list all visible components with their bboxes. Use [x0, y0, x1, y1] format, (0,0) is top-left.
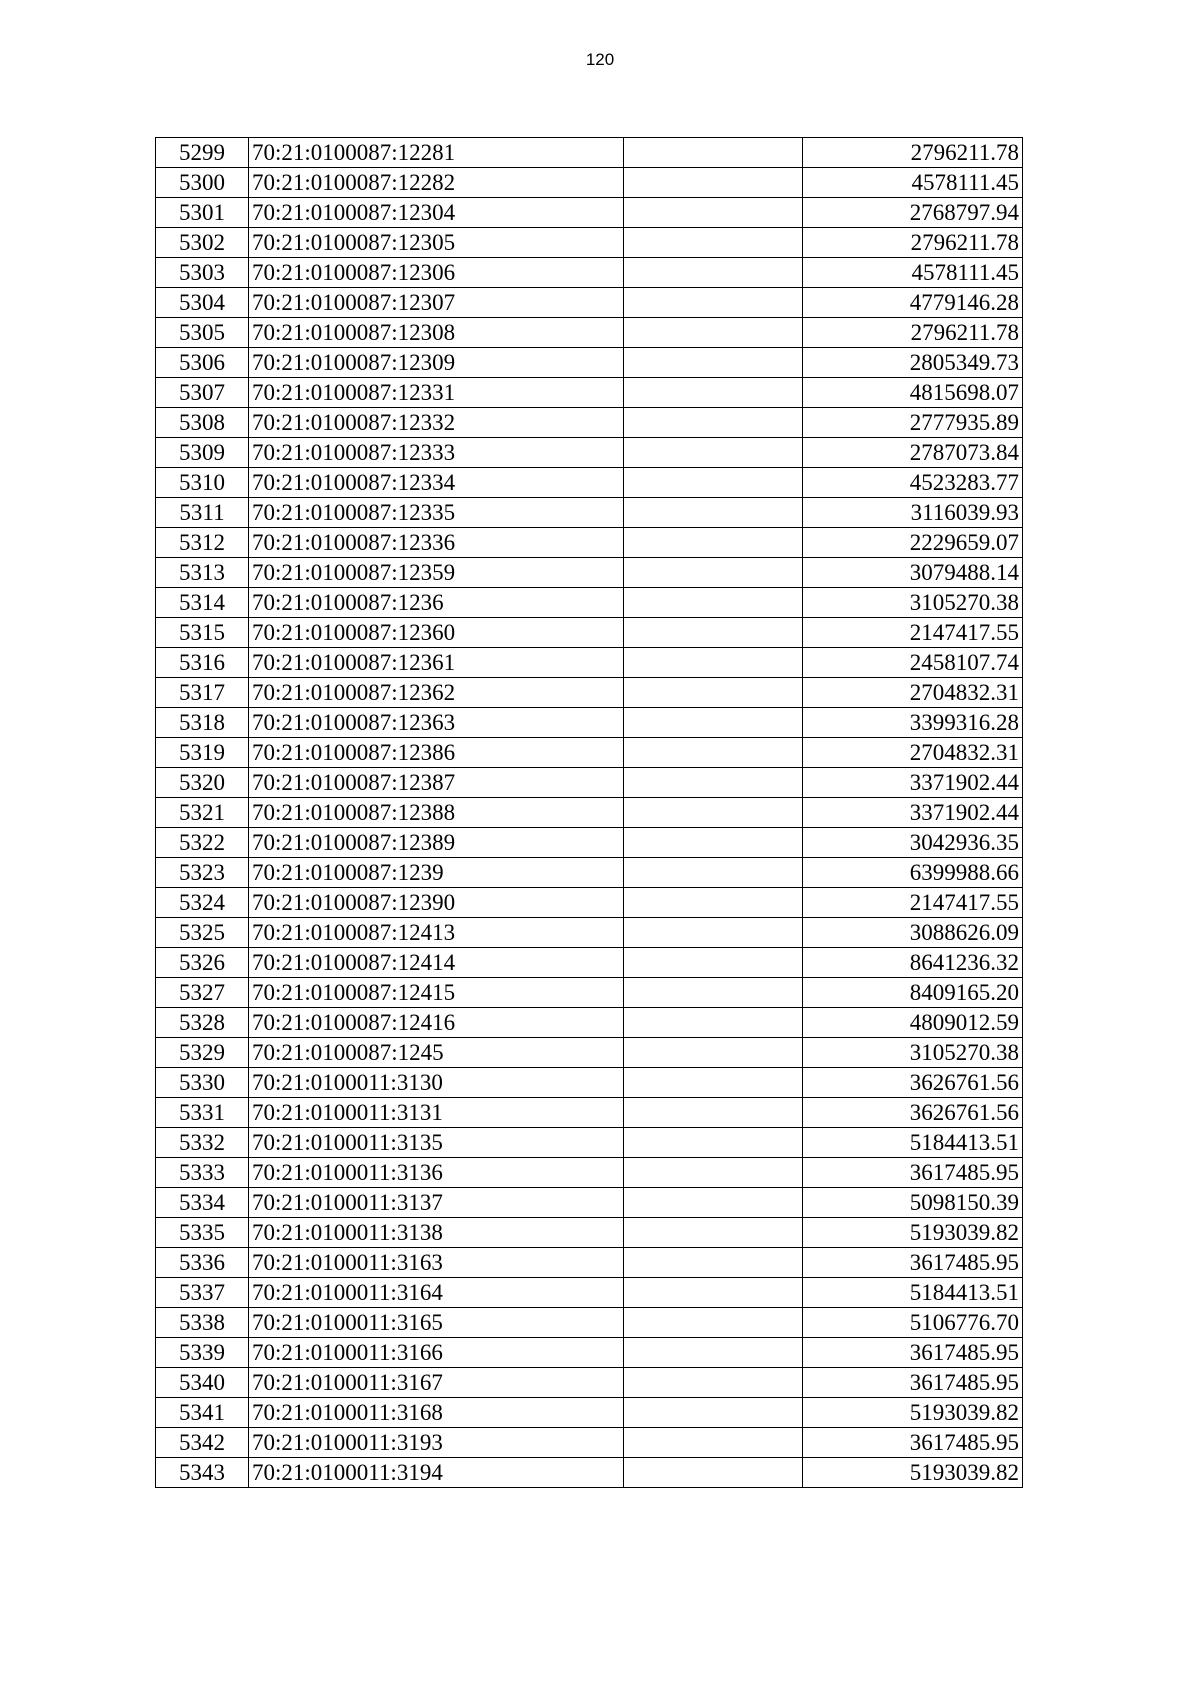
empty-cell	[624, 1308, 803, 1338]
table-row	[156, 498, 1023, 528]
table-row	[156, 888, 1023, 918]
row-number: 5338	[156, 1308, 249, 1338]
row-number: 5308	[156, 408, 249, 438]
empty-cell	[624, 258, 803, 288]
cadastral-value: 3617485.95	[803, 1248, 1023, 1278]
cadastral-number: 70:21:0100087:12304	[249, 198, 624, 228]
cadastral-number: 70:21:0100011:3194	[249, 1458, 624, 1488]
empty-cell	[624, 168, 803, 198]
row-number: 5332	[156, 1128, 249, 1158]
empty-cell	[624, 948, 803, 978]
cadastral-number: 70:21:0100087:12307	[249, 288, 624, 318]
cadastral-number: 70:21:0100087:1245	[249, 1038, 624, 1068]
table-row	[156, 198, 1023, 228]
table-row	[156, 258, 1023, 288]
cadastral-number: 70:21:0100011:3137	[249, 1188, 624, 1218]
cadastral-value: 3079488.14	[803, 558, 1023, 588]
table-row	[156, 468, 1023, 498]
table-row	[156, 438, 1023, 468]
cadastral-number: 70:21:0100087:12333	[249, 438, 624, 468]
cadastral-number: 70:21:0100087:12413	[249, 918, 624, 948]
empty-cell	[624, 588, 803, 618]
cadastral-value-table	[155, 137, 1023, 1488]
row-number: 5312	[156, 528, 249, 558]
row-number: 5343	[156, 1458, 249, 1488]
table-row	[156, 588, 1023, 618]
cadastral-number: 70:21:0100011:3167	[249, 1368, 624, 1398]
cadastral-number: 70:21:0100087:12359	[249, 558, 624, 588]
row-number: 5341	[156, 1398, 249, 1428]
cadastral-value: 3626761.56	[803, 1068, 1023, 1098]
cadastral-number: 70:21:0100087:12414	[249, 948, 624, 978]
cadastral-value: 2229659.07	[803, 528, 1023, 558]
row-number: 5315	[156, 618, 249, 648]
empty-cell	[624, 138, 803, 168]
row-number: 5339	[156, 1338, 249, 1368]
table-row	[156, 618, 1023, 648]
table-body	[156, 138, 1023, 1488]
cadastral-value: 3116039.93	[803, 498, 1023, 528]
cadastral-number: 70:21:0100011:3130	[249, 1068, 624, 1098]
row-number: 5303	[156, 258, 249, 288]
page-number: 120	[585, 50, 615, 69]
cadastral-value: 2147417.55	[803, 888, 1023, 918]
cadastral-value: 4523283.77	[803, 468, 1023, 498]
row-number: 5329	[156, 1038, 249, 1068]
empty-cell	[624, 1428, 803, 1458]
table-row	[156, 1338, 1023, 1368]
row-number: 5333	[156, 1158, 249, 1188]
cadastral-value: 2796211.78	[803, 228, 1023, 258]
cadastral-value: 5098150.39	[803, 1188, 1023, 1218]
table-row	[156, 528, 1023, 558]
table-row	[156, 738, 1023, 768]
cadastral-number: 70:21:0100087:12309	[249, 348, 624, 378]
cadastral-value: 2458107.74	[803, 648, 1023, 678]
cadastral-number: 70:21:0100011:3136	[249, 1158, 624, 1188]
cadastral-number: 70:21:0100087:12361	[249, 648, 624, 678]
cadastral-value: 3042936.35	[803, 828, 1023, 858]
cadastral-value: 3617485.95	[803, 1338, 1023, 1368]
row-number: 5320	[156, 768, 249, 798]
cadastral-number: 70:21:0100087:12332	[249, 408, 624, 438]
cadastral-value: 3371902.44	[803, 768, 1023, 798]
cadastral-number: 70:21:0100087:12331	[249, 378, 624, 408]
table-row	[156, 348, 1023, 378]
table-row	[156, 858, 1023, 888]
cadastral-number: 70:21:0100011:3168	[249, 1398, 624, 1428]
row-number: 5325	[156, 918, 249, 948]
table-row	[156, 1188, 1023, 1218]
row-number: 5316	[156, 648, 249, 678]
empty-cell	[624, 1038, 803, 1068]
table-row	[156, 678, 1023, 708]
row-number: 5323	[156, 858, 249, 888]
empty-cell	[624, 1218, 803, 1248]
row-number: 5340	[156, 1368, 249, 1398]
row-number: 5301	[156, 198, 249, 228]
empty-cell	[624, 558, 803, 588]
empty-cell	[624, 468, 803, 498]
cadastral-value: 5193039.82	[803, 1218, 1023, 1248]
cadastral-number: 70:21:0100087:12390	[249, 888, 624, 918]
empty-cell	[624, 1008, 803, 1038]
row-number: 5317	[156, 678, 249, 708]
empty-cell	[624, 738, 803, 768]
cadastral-number: 70:21:0100087:12386	[249, 738, 624, 768]
empty-cell	[624, 708, 803, 738]
table-row	[156, 228, 1023, 258]
cadastral-number: 70:21:0100087:12362	[249, 678, 624, 708]
cadastral-number: 70:21:0100087:12282	[249, 168, 624, 198]
table-row	[156, 168, 1023, 198]
row-number: 5311	[156, 498, 249, 528]
cadastral-number: 70:21:0100087:12308	[249, 318, 624, 348]
cadastral-value: 3105270.38	[803, 588, 1023, 618]
empty-cell	[624, 1098, 803, 1128]
table-row	[156, 708, 1023, 738]
cadastral-number: 70:21:0100087:12281	[249, 138, 624, 168]
row-number: 5318	[156, 708, 249, 738]
cadastral-number: 70:21:0100011:3131	[249, 1098, 624, 1128]
empty-cell	[624, 1398, 803, 1428]
cadastral-value: 4809012.59	[803, 1008, 1023, 1038]
empty-cell	[624, 888, 803, 918]
cadastral-value: 3399316.28	[803, 708, 1023, 738]
cadastral-number: 70:21:0100087:12389	[249, 828, 624, 858]
cadastral-value: 4815698.07	[803, 378, 1023, 408]
cadastral-value: 5184413.51	[803, 1278, 1023, 1308]
empty-cell	[624, 378, 803, 408]
table-row	[156, 768, 1023, 798]
table-row	[156, 1248, 1023, 1278]
table-row	[156, 1458, 1023, 1488]
table-row	[156, 648, 1023, 678]
row-number: 5306	[156, 348, 249, 378]
cadastral-value: 2768797.94	[803, 198, 1023, 228]
empty-cell	[624, 918, 803, 948]
cadastral-value: 2777935.89	[803, 408, 1023, 438]
empty-cell	[624, 678, 803, 708]
cadastral-number: 70:21:0100087:12305	[249, 228, 624, 258]
cadastral-value: 2787073.84	[803, 438, 1023, 468]
empty-cell	[624, 528, 803, 558]
empty-cell	[624, 978, 803, 1008]
row-number: 5337	[156, 1278, 249, 1308]
cadastral-number: 70:21:0100011:3164	[249, 1278, 624, 1308]
cadastral-value: 2796211.78	[803, 318, 1023, 348]
empty-cell	[624, 828, 803, 858]
table-row	[156, 138, 1023, 168]
table-row	[156, 1038, 1023, 1068]
cadastral-number: 70:21:0100087:12363	[249, 708, 624, 738]
table-row	[156, 828, 1023, 858]
empty-cell	[624, 1278, 803, 1308]
row-number: 5299	[156, 138, 249, 168]
cadastral-value: 8641236.32	[803, 948, 1023, 978]
cadastral-number: 70:21:0100011:3138	[249, 1218, 624, 1248]
row-number: 5304	[156, 288, 249, 318]
row-number: 5307	[156, 378, 249, 408]
table-row	[156, 1128, 1023, 1158]
empty-cell	[624, 1068, 803, 1098]
empty-cell	[624, 768, 803, 798]
cadastral-value: 3617485.95	[803, 1428, 1023, 1458]
empty-cell	[624, 198, 803, 228]
cadastral-number: 70:21:0100087:1239	[249, 858, 624, 888]
cadastral-number: 70:21:0100087:12416	[249, 1008, 624, 1038]
empty-cell	[624, 318, 803, 348]
empty-cell	[624, 1188, 803, 1218]
cadastral-value: 3617485.95	[803, 1158, 1023, 1188]
cadastral-value: 3626761.56	[803, 1098, 1023, 1128]
cadastral-number: 70:21:0100087:12335	[249, 498, 624, 528]
empty-cell	[624, 498, 803, 528]
cadastral-value: 2805349.73	[803, 348, 1023, 378]
empty-cell	[624, 1248, 803, 1278]
row-number: 5319	[156, 738, 249, 768]
row-number: 5326	[156, 948, 249, 978]
table-row	[156, 1068, 1023, 1098]
cadastral-value: 5193039.82	[803, 1458, 1023, 1488]
table-row	[156, 1218, 1023, 1248]
row-number: 5305	[156, 318, 249, 348]
table-row	[156, 918, 1023, 948]
row-number: 5310	[156, 468, 249, 498]
cadastral-number: 70:21:0100011:3193	[249, 1428, 624, 1458]
row-number: 5331	[156, 1098, 249, 1128]
empty-cell	[624, 648, 803, 678]
table-row	[156, 288, 1023, 318]
empty-cell	[624, 1158, 803, 1188]
row-number: 5342	[156, 1428, 249, 1458]
cadastral-number: 70:21:0100011:3165	[249, 1308, 624, 1338]
cadastral-value: 6399988.66	[803, 858, 1023, 888]
cadastral-number: 70:21:0100011:3166	[249, 1338, 624, 1368]
empty-cell	[624, 618, 803, 648]
cadastral-number: 70:21:0100087:12415	[249, 978, 624, 1008]
cadastral-value: 2796211.78	[803, 138, 1023, 168]
empty-cell	[624, 228, 803, 258]
row-number: 5309	[156, 438, 249, 468]
cadastral-value: 5184413.51	[803, 1128, 1023, 1158]
cadastral-value: 5193039.82	[803, 1398, 1023, 1428]
row-number: 5334	[156, 1188, 249, 1218]
cadastral-number: 70:21:0100011:3163	[249, 1248, 624, 1278]
cadastral-value: 4578111.45	[803, 168, 1023, 198]
empty-cell	[624, 288, 803, 318]
row-number: 5314	[156, 588, 249, 618]
row-number: 5328	[156, 1008, 249, 1038]
cadastral-number: 70:21:0100087:12360	[249, 618, 624, 648]
empty-cell	[624, 348, 803, 378]
empty-cell	[624, 1128, 803, 1158]
table-row	[156, 1008, 1023, 1038]
cadastral-number: 70:21:0100087:12336	[249, 528, 624, 558]
table-row	[156, 408, 1023, 438]
row-number: 5321	[156, 798, 249, 828]
cadastral-value: 2704832.31	[803, 738, 1023, 768]
row-number: 5335	[156, 1218, 249, 1248]
cadastral-value: 3105270.38	[803, 1038, 1023, 1068]
table-row	[156, 558, 1023, 588]
table-row	[156, 1308, 1023, 1338]
cadastral-value: 3371902.44	[803, 798, 1023, 828]
empty-cell	[624, 1368, 803, 1398]
cadastral-value: 4578111.45	[803, 258, 1023, 288]
cadastral-number: 70:21:0100087:12388	[249, 798, 624, 828]
cadastral-number: 70:21:0100087:12306	[249, 258, 624, 288]
cadastral-value: 5106776.70	[803, 1308, 1023, 1338]
cadastral-number: 70:21:0100087:12387	[249, 768, 624, 798]
empty-cell	[624, 1458, 803, 1488]
row-number: 5300	[156, 168, 249, 198]
empty-cell	[624, 438, 803, 468]
cadastral-value: 4779146.28	[803, 288, 1023, 318]
cadastral-value: 3088626.09	[803, 918, 1023, 948]
row-number: 5327	[156, 978, 249, 1008]
empty-cell	[624, 408, 803, 438]
table-row	[156, 1428, 1023, 1458]
row-number: 5336	[156, 1248, 249, 1278]
table-row	[156, 1368, 1023, 1398]
table-row	[156, 1158, 1023, 1188]
table-row	[156, 1398, 1023, 1428]
cadastral-value: 2704832.31	[803, 678, 1023, 708]
empty-cell	[624, 1338, 803, 1368]
cadastral-value: 2147417.55	[803, 618, 1023, 648]
cadastral-number: 70:21:0100087:12334	[249, 468, 624, 498]
table-row	[156, 378, 1023, 408]
row-number: 5302	[156, 228, 249, 258]
table-row	[156, 798, 1023, 828]
table-row	[156, 1278, 1023, 1308]
table-row	[156, 978, 1023, 1008]
cadastral-number: 70:21:0100087:1236	[249, 588, 624, 618]
table-row	[156, 318, 1023, 348]
row-number: 5313	[156, 558, 249, 588]
row-number: 5322	[156, 828, 249, 858]
row-number: 5324	[156, 888, 249, 918]
empty-cell	[624, 798, 803, 828]
empty-cell	[624, 858, 803, 888]
table-row	[156, 948, 1023, 978]
table-row	[156, 1098, 1023, 1128]
cadastral-value: 3617485.95	[803, 1368, 1023, 1398]
row-number: 5330	[156, 1068, 249, 1098]
cadastral-number: 70:21:0100011:3135	[249, 1128, 624, 1158]
cadastral-value: 8409165.20	[803, 978, 1023, 1008]
